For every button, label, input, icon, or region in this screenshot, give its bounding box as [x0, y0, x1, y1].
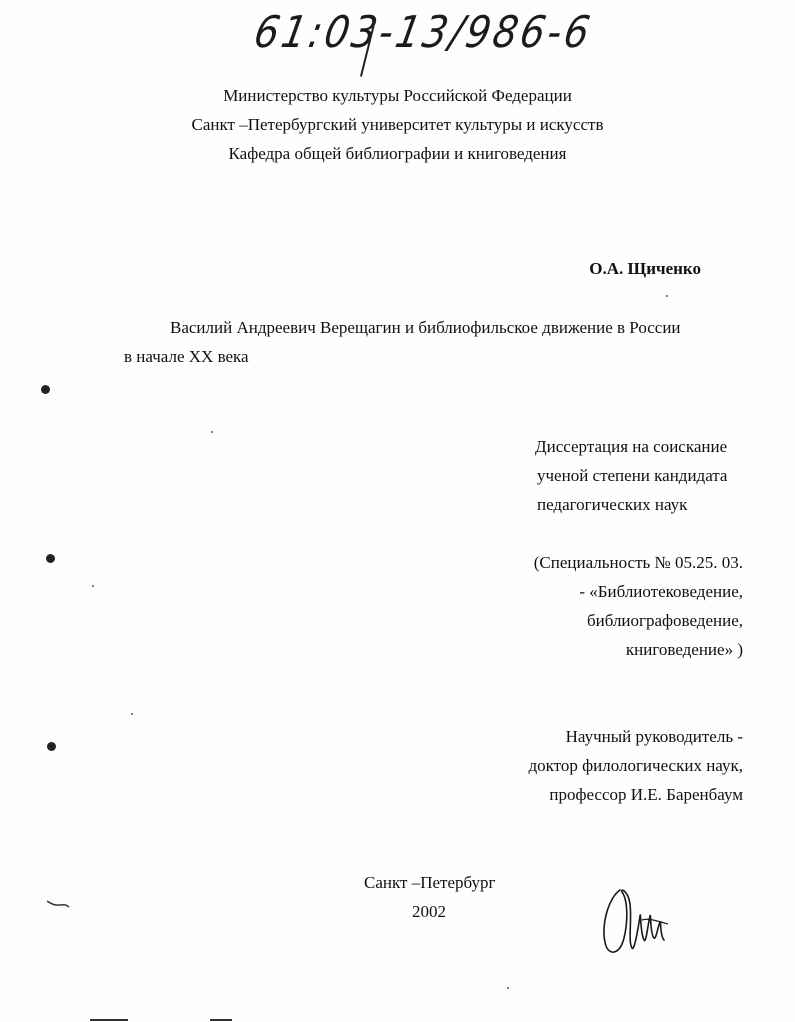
scan-speck: [507, 987, 509, 989]
footer-city: Санкт –Петербург: [364, 873, 496, 892]
title-line-1: Василий Андреевич Верещагин и библиофильское движение в России: [170, 318, 681, 337]
margin-mark-icon: [46, 898, 70, 910]
university-line: Санкт –Петербургский университет культуры и искусств: [191, 115, 604, 134]
department-line: Кафедра общей библиографии и книговедения: [228, 144, 567, 163]
scan-speck: [131, 713, 133, 715]
punch-hole-icon: [41, 385, 50, 394]
specialty-line-2: - «Библиотековедение,: [579, 582, 743, 601]
title-line-2: в начале XX века: [124, 347, 249, 366]
footer-year: 2002: [412, 902, 446, 921]
supervisor-line-3: профессор И.Е. Баренбаум: [549, 785, 743, 804]
signature-icon: [598, 880, 678, 960]
scan-speck: [92, 585, 94, 587]
supervisor-line-2: доктор филологических наук,: [528, 756, 743, 775]
archive-code-handwritten: 61:03-13/986-6: [250, 6, 597, 58]
specialty-line-3: библиографоведение,: [586, 611, 743, 630]
ministry-line: Министерство культуры Российской Федерации: [223, 86, 572, 105]
supervisor-line-1: Научный руководитель -: [565, 727, 743, 746]
dissertation-line-3: педагогических наук: [537, 495, 688, 514]
scan-speck: [666, 295, 668, 297]
dissertation-line-1: Диссертация на соискание: [535, 437, 728, 456]
scan-speck: [211, 431, 213, 433]
dissertation-line-2: ученой степени кандидата: [537, 466, 728, 485]
scan-edge-mark: [90, 1019, 128, 1021]
author-name: О.А. Щиченко: [589, 259, 701, 278]
punch-hole-icon: [47, 742, 56, 751]
punch-hole-icon: [46, 554, 55, 563]
scan-edge-mark: [210, 1019, 232, 1021]
specialty-line-1: (Специальность № 05.25. 03.: [533, 553, 743, 572]
specialty-line-4: книговедение» ): [625, 640, 743, 659]
